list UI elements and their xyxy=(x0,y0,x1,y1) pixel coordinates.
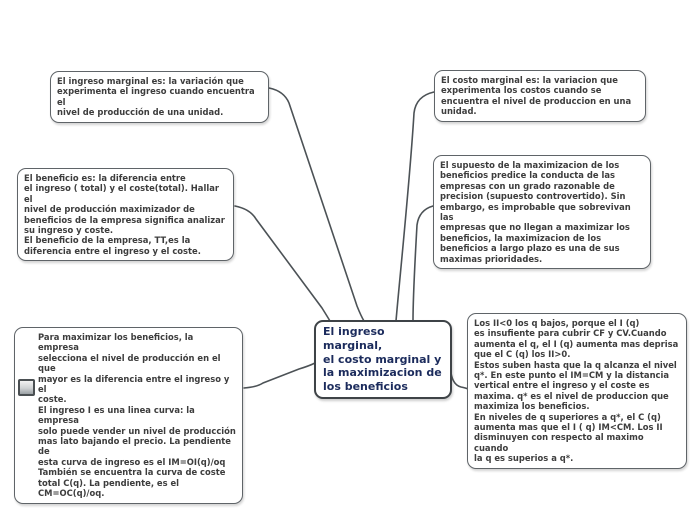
root-node-text: El ingreso marginal, el costo marginal y la maximizacion de los beneficios xyxy=(323,325,442,394)
connector-root-to-maximizar xyxy=(244,363,315,388)
node-ingreso-marginal-definicion[interactable] xyxy=(50,71,269,123)
node-beneficio-text: El beneficio es: la diferencia entre el ingreso ( total) y el coste(total). Hallar el nivel de producción maximizador de beneficios de la empresa significa analizar su ingreso y coste. El beneficio de la empresa, TT,es la diferencia entre el ingreso y el coste. xyxy=(24,173,225,256)
connector-root-to-supuesto xyxy=(413,206,433,321)
connector-root-to-ingreso-marginal xyxy=(269,88,364,321)
connector-root-to-beneficio xyxy=(235,206,330,321)
node-supuesto-text: El supuesto de la maximizacion de los beneficios predice la conducta de las empresas con un grado razonable de precision (supuesto controvertido). Sin embargo, es improbable que sobrevivan las empresas que no llegan a maximizar los beneficios, la maximizacion de los beneficios a largo plazo es una de sus maximas prioridades. xyxy=(440,160,631,264)
root-node[interactable] xyxy=(314,320,452,399)
node-costo-marginal-text: El costo marginal es: la variacion que experimenta los costos cuando se encuentra el nivel de produccion en una unidad. xyxy=(441,75,632,117)
node-niveles-q-text: Los II<0 los q bajos, porque el I (q) es insufiente para cubrir CF y CV.Cuando aumenta el q, el I (q) aumenta mas deprisa que el C (q) los II>0. Estos suben hasta que la q alcanza el nivel q*. En este punto el IM=CM y la distancia vertical entre el ingreso y el coste es maxima. q* es el nivel de produccion que maximiza los beneficios. En niveles de q superiores a q*, el C (q) aumenta mas que el I ( q) IM<CM. Los II disminuyen con respecto al maximo cuando la q es superios a q*. xyxy=(474,318,679,464)
node-supuesto-maximizacion[interactable] xyxy=(433,155,651,269)
node-niveles-q[interactable] xyxy=(467,313,687,469)
connector-root-to-niveles-q xyxy=(451,373,468,389)
node-ingreso-marginal-text: El ingreso marginal es: la variación que experimenta el ingreso cuando encuentra el nivel de producción de una unidad. xyxy=(57,76,255,118)
node-maximizar-beneficios-curvas[interactable] xyxy=(14,327,243,504)
node-maximizar-text: Para maximizar los beneficios, la empresa selecciona el nivel de producción en el que mayor es la diferencia entre el ingreso y el coste. El ingreso I es una linea curva: la empresa solo puede vender un nivel de producción mas lato bajando el precio. La pendiente de esta curva de ingreso es el IM=OI(q)/oq También se encuentra la curva de coste total C(q). La pendiente, es el CM=OC(q)/oq. xyxy=(38,332,236,499)
node-costo-marginal-definicion[interactable] xyxy=(434,70,646,122)
node-beneficio-definicion[interactable] xyxy=(17,168,234,261)
connector-root-to-costo-marginal xyxy=(396,92,434,321)
attachment-square-icon[interactable] xyxy=(18,379,35,396)
